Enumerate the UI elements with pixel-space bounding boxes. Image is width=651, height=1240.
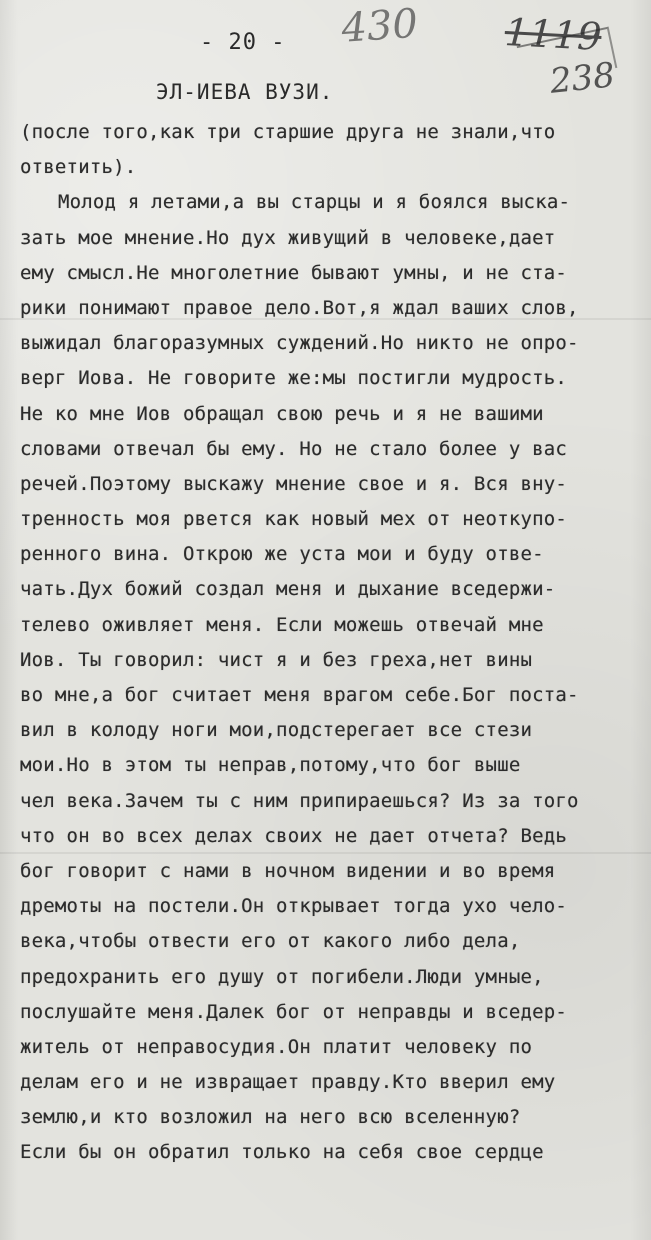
text-line: житель от неправосудия.Он платит человеку по [20, 1035, 533, 1058]
text-line: ренного вина. Открою же уста мои и буду отве- [20, 543, 544, 566]
text-line: делам его и не извращает правду.Кто вверил ему [20, 1071, 556, 1094]
text-line: тренность моя рвется как новый мех от неоткупо- [20, 508, 568, 531]
text-line: послушайте меня.Далек бог от неправды и вседер- [20, 1000, 568, 1023]
text-line: словами отвечал бы ему. Но не стало более у вас [20, 437, 568, 460]
text-line: что он во всех делах своих не дает отчета? Ведь [20, 824, 568, 847]
text-line: чать.Дух божий создал меня и дыхание вседержи- [20, 578, 556, 601]
document-title: ЭЛ-ИЕВА ВУЗИ. [156, 80, 334, 104]
body-text [20, 115, 642, 1171]
text-line: дремоты на постели.Он открывает тогда ухо чело- [20, 895, 568, 918]
text-line: выжидал благоразумных суждений.Но никто не опро- [20, 332, 579, 355]
text-line: телево оживляет меня. Если можешь отвечай мне [20, 613, 544, 636]
text-line: рики понимают правое дело.Вот,я ждал ваших слов, [20, 296, 579, 319]
text-line: речей.Поэтому выскажу мнение свое и я. Вся вну- [20, 472, 568, 495]
handwritten-note: 238 [548, 55, 617, 102]
text-line: ему смысл.Не многолетние бывают умны, и не ста- [20, 261, 568, 284]
text-line: предохранить его душу от погибели.Люди умные, [20, 965, 544, 988]
text-line: чел века.Зачем ты с ним припираешься? Из за того [20, 789, 579, 812]
handwritten-note: 430 [340, 0, 420, 52]
text-line: (после того,как три старшие друга не знали,что [20, 121, 556, 143]
text-line: Иов. Ты говорил: чист я и без греха,нет вины [20, 648, 533, 671]
text-line: ответить). [20, 156, 137, 179]
text-line: землю,и кто возложил на него всю вселенную? [20, 1106, 521, 1129]
text-line: Не ко мне Иов обращал свою речь и я не вашими [20, 402, 544, 425]
text-line: вил в колоду ноги мои,подстерегает все стези [20, 719, 533, 742]
page-number: - 20 - [200, 30, 286, 55]
handwritten-note: 1119 [503, 10, 603, 60]
text-line: Молод я летами,а вы старцы и я боялся выска- [58, 191, 571, 214]
text-line: верг Иова. Не говорите же:мы постигли мудрость. [20, 367, 568, 390]
text-line: мои.Но в этом ты неправ,потому,что бог выше [20, 754, 521, 777]
text-line: века,чтобы отвести его от какого либо дела, [20, 930, 521, 953]
text-line: во мне,а бог считает меня врагом себе.Бог поста- [20, 684, 579, 706]
text-line: бог говорит с нами в ночном видении и во время [20, 859, 556, 882]
text-line: зать мое мнение.Но дух живущий в человеке,дает [20, 226, 556, 249]
text-line: Если бы он обратил только на себя свое сердце [20, 1141, 544, 1164]
